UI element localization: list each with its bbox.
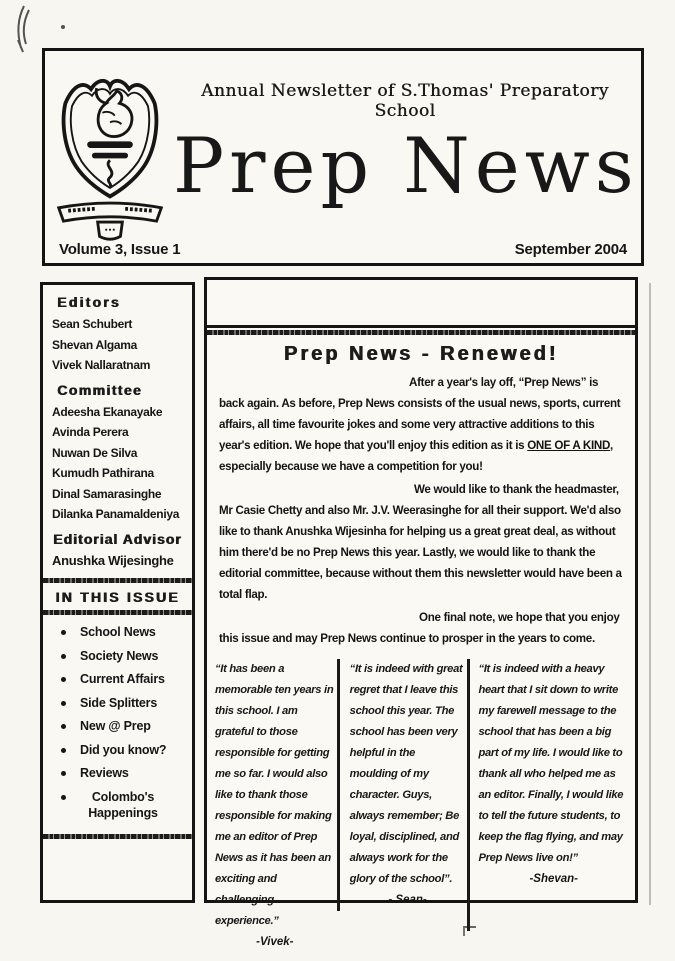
column-divider bbox=[337, 659, 340, 911]
article-paragraph: One final note, we hope that you enjoy this issue and may Prep News continue to prosper in the years to come. bbox=[219, 611, 620, 645]
issue-item-label: Colombo's Happenings bbox=[88, 789, 158, 820]
quote-column bbox=[342, 657, 466, 948]
underlined-phrase: ONE OF A KIND, bbox=[527, 439, 613, 452]
article-title: Prep News - Renewed! bbox=[283, 343, 559, 365]
committee-member: Nuwan De Silva bbox=[52, 445, 138, 460]
issue-item bbox=[57, 695, 188, 711]
committee-member: Adeesha Ekanayake bbox=[52, 404, 163, 419]
quote-column bbox=[472, 657, 629, 948]
quote-text: “It has been a memorable ten years in this school. I am grateful to those responsible for getting me so far. I would also like to thank those responsible for making me an editor of Prep News as it has been an exciting and challenging experience.” bbox=[215, 663, 334, 927]
quote-author: - Sean- bbox=[388, 894, 427, 906]
editors-heading: Editors bbox=[57, 294, 121, 310]
issue-item-label: Current Affairs bbox=[80, 672, 165, 686]
issue-item bbox=[57, 648, 188, 664]
sidebar bbox=[40, 282, 195, 903]
issue-item-label: Did you know? bbox=[80, 742, 167, 757]
separator bbox=[207, 330, 635, 335]
bullet-icon bbox=[61, 677, 66, 682]
committee-heading: Committee bbox=[57, 381, 142, 398]
newsletter-title: Prep News bbox=[173, 121, 639, 210]
farewell-quotes bbox=[207, 651, 635, 948]
issue-item bbox=[57, 624, 188, 640]
advisor-name: Anushka Wijesinghe bbox=[52, 552, 174, 568]
committee-member: Dinal Samarasinghe bbox=[52, 486, 162, 501]
quote-author: -Vivek- bbox=[256, 936, 294, 948]
separator bbox=[43, 834, 192, 839]
main-article-box bbox=[204, 277, 638, 948]
issue-item bbox=[57, 789, 188, 821]
masthead-box bbox=[42, 48, 644, 266]
quote-author: -Shevan- bbox=[529, 873, 579, 885]
issue-item-label: Society News bbox=[80, 648, 159, 663]
issue-item bbox=[57, 742, 188, 758]
scan-edge-streak bbox=[649, 283, 651, 905]
bullet-icon bbox=[61, 748, 66, 753]
newsletter-tagline: Annual Newsletter of S.Thomas' Preparatory School bbox=[201, 81, 609, 121]
issue-list bbox=[43, 615, 192, 834]
issue-item-label: New @ Prep bbox=[80, 719, 151, 733]
committee-member: Kumudh Pathirana bbox=[52, 466, 154, 480]
in-this-issue-heading: IN THIS ISSUE bbox=[55, 589, 180, 605]
bullet-icon bbox=[61, 654, 66, 659]
quote-column bbox=[215, 657, 335, 948]
committee-member: Dilanka Panamaldeniya bbox=[52, 507, 180, 521]
issue-item-label: Reviews bbox=[80, 766, 129, 780]
column-divider bbox=[467, 659, 470, 931]
school-crest-icon bbox=[53, 69, 167, 245]
bullet-icon bbox=[61, 630, 66, 635]
bullet-icon bbox=[61, 724, 66, 729]
article-body bbox=[207, 366, 635, 649]
article-paragraph: We would like to thank the headmaster, Mr Casie Chetty and also Mr. J.V. Weerasinghe for all their support. We'd also like to thank Anushka Wijesinha for helping us a great great deal, as without him there'd be no Prep News this year. Lastly, we would like to thank the editorial committee, because without them this newsletter would have been a total flap. bbox=[219, 483, 622, 601]
issue-date: September 2004 bbox=[514, 241, 627, 258]
bullet-icon bbox=[61, 771, 66, 776]
editor-name: Sean Schubert bbox=[52, 317, 133, 331]
issue-item-label: Side Splitters bbox=[80, 695, 158, 710]
editor-name: Shevan Algama bbox=[52, 337, 138, 352]
editor-name: Vivek Nallaratnam bbox=[52, 358, 151, 372]
bullet-icon bbox=[61, 701, 66, 706]
quote-text: “It is indeed with a heavy heart that I sit down to write my farewell message to the school that has been a big part of my life. I would like to thank all who helped me as an editor. Finally, I would like to tell the future students, to keep the flag flying, and may Prep News live on!” bbox=[478, 663, 624, 864]
bullet-icon bbox=[61, 795, 66, 800]
volume-issue: Volume 3, Issue 1 bbox=[59, 241, 181, 258]
advisor-heading: Editorial Advisor bbox=[53, 530, 182, 547]
article-paragraph: After a year's lay off, “Prep News” is back again. As before, Prep News consists of the usual news, sports, current affairs, all time favourite jokes and some very attractive additions to this year's edition. We hope that you'll enjoy this edition as it is ONE OF A KIND, especially because we have a competition for you! bbox=[219, 376, 621, 473]
issue-item bbox=[57, 765, 188, 781]
committee-member: Avinda Perera bbox=[52, 425, 129, 439]
issue-item bbox=[57, 718, 188, 734]
quote-text: “It is indeed with great regret that I leave this school this year. The school has been very helpful in the moulding of my character. Guys, always remember; Be loyal, disciplined, and always work for the glory of the school”. bbox=[349, 663, 463, 885]
issue-item-label: School News bbox=[80, 625, 156, 639]
empty-banner-strip bbox=[207, 280, 635, 328]
issue-item bbox=[57, 671, 188, 687]
